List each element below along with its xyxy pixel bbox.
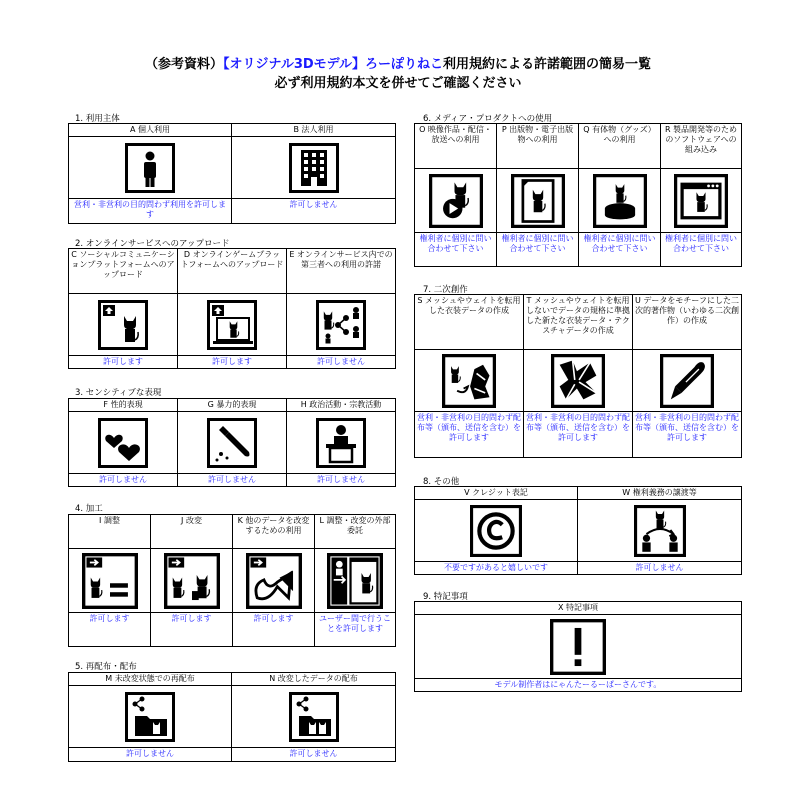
item-a-picture — [69, 137, 232, 199]
item-g-value: 許可しません — [178, 474, 287, 487]
item-h-value: 許可しません — [287, 474, 396, 487]
other-data-icon — [246, 553, 302, 609]
item-p-value: 権利者に個別に問い合わせて下さい — [497, 233, 579, 267]
item-c-head: C ソーシャルコミュニケーションプラットフォームへのアップロード — [69, 249, 178, 294]
item-l-picture — [315, 549, 396, 613]
person-icon — [125, 143, 175, 193]
item-t-head: T メッシュやウェイトを転用しないでデータの規格に準拠した新たな衣装データ・テクスチャデータの作成 — [524, 295, 633, 350]
item-i-value: 許可します — [69, 613, 151, 647]
item-k-value: 許可します — [233, 613, 315, 647]
item-a-head: A 個人利用 — [69, 124, 232, 137]
section-3-label: 3. センシティブな表現 — [75, 388, 162, 398]
item-c-picture — [69, 294, 178, 356]
upload-game-icon — [207, 300, 257, 350]
share-users-icon — [316, 300, 366, 350]
item-a-value: 営利・非営利の目的問わず利用を許可します — [69, 199, 232, 224]
section-9-label: 9. 特記事項 — [423, 592, 468, 602]
section-5-label: 5. 再配布・配布 — [75, 662, 137, 672]
item-x-picture — [415, 615, 742, 679]
item-q-value: 権利者に個別に問い合わせて下さい — [579, 233, 661, 267]
section-4-table — [68, 514, 396, 647]
item-v-head: V クレジット表記 — [415, 487, 578, 500]
item-c-value: 許可します — [69, 356, 178, 369]
item-n-head: N 改変したデータの配布 — [232, 673, 396, 686]
title-suffix: 利用規約による許諾範囲の簡易一覧 — [443, 57, 652, 72]
item-i-head: I 調整 — [69, 515, 151, 549]
item-e-head: E オンラインサービス内での第三者への利用の許諾 — [287, 249, 396, 294]
item-l-value: ユーザー間で行うことを許可します — [315, 613, 396, 647]
item-g-head: G 暴力的表現 — [178, 399, 287, 412]
section-1-label: 1. 利用主体 — [75, 114, 120, 124]
item-n-picture — [232, 686, 396, 748]
transfer-rights-icon — [634, 505, 686, 557]
section-1-table — [68, 123, 396, 224]
section-5-table — [68, 672, 396, 762]
item-j-picture — [151, 549, 233, 613]
item-r-picture — [661, 169, 742, 233]
item-r-head: R 製品開発等のためのソフトウェアへの組み込み — [661, 124, 742, 169]
item-i-picture — [69, 549, 151, 613]
section-4-label: 4. 加工 — [75, 504, 103, 514]
item-k-head: K 他のデータを改変するための利用 — [233, 515, 315, 549]
publication-icon — [511, 174, 565, 228]
item-e-picture — [287, 294, 396, 356]
texture-icon — [551, 354, 605, 408]
section-6-label: 6. メディア・プロダクトへの使用 — [423, 114, 553, 124]
item-o-picture — [415, 169, 497, 233]
section-2-table — [68, 248, 396, 369]
podium-icon — [316, 418, 366, 468]
section-2-label: 2. オンラインサービスへのアップロード — [75, 239, 230, 249]
item-p-picture — [497, 169, 579, 233]
item-f-head: F 性的表現 — [69, 399, 178, 412]
item-e-value: 許可しません — [287, 356, 396, 369]
item-p-head: P 出版物・電子出版物への利用 — [497, 124, 579, 169]
outsource-icon — [327, 553, 383, 609]
section-8-label: 8. その他 — [423, 477, 460, 487]
item-w-picture — [578, 500, 742, 562]
item-n-value: 許可しません — [232, 748, 396, 762]
section-7-table — [414, 294, 742, 458]
section-6-table — [414, 123, 742, 267]
knife-icon — [207, 418, 257, 468]
item-x-head: X 特記事項 — [415, 602, 742, 615]
item-w-value: 許可しません — [578, 562, 742, 575]
item-f-picture — [69, 412, 178, 474]
section-3-table — [68, 398, 396, 487]
item-o-head: O 映像作品・配信・放送への利用 — [415, 124, 497, 169]
document-title — [0, 53, 796, 72]
item-v-picture — [415, 500, 578, 562]
building-icon — [289, 143, 339, 193]
item-b-head: B 法人利用 — [232, 124, 396, 137]
software-icon — [674, 174, 728, 228]
item-b-picture — [232, 137, 396, 199]
exclamation-icon — [550, 619, 606, 675]
document-subtitle: 必ず利用規約本文を併せてご確認ください — [274, 76, 522, 91]
item-s-value: 営利・非営利の目的問わず配布等（頒布、送信を含む）を許可します — [415, 412, 524, 458]
section-7-label: 7. 二次創作 — [423, 285, 468, 295]
item-g-picture — [178, 412, 287, 474]
item-v-value: 不要ですがあると嬉しいです — [415, 562, 578, 575]
item-s-picture — [415, 350, 524, 412]
item-j-value: 許可します — [151, 613, 233, 647]
item-r-value: 権利者に個別に問い合わせて下さい — [661, 233, 742, 267]
item-q-head: Q 有体物（グッズ）への利用 — [579, 124, 661, 169]
item-k-picture — [233, 549, 315, 613]
goods-icon — [593, 174, 647, 228]
hearts-icon — [98, 418, 148, 468]
upload-cat-icon — [98, 300, 148, 350]
section-8-table — [414, 486, 742, 575]
item-l-head: L 調整・改変の外部委託 — [315, 515, 396, 549]
item-d-head: D オンラインゲームプラットフォームへのアップロード — [178, 249, 287, 294]
redistribute-icon — [125, 692, 175, 742]
video-icon — [429, 174, 483, 228]
title-prefix: （参考資料） — [144, 57, 223, 72]
item-s-head: S メッシュやウェイトを転用した衣装データの作成 — [415, 295, 524, 350]
item-d-picture — [178, 294, 287, 356]
item-u-picture — [633, 350, 742, 412]
adjust-icon — [82, 553, 138, 609]
modify-icon — [164, 553, 220, 609]
pen-icon — [660, 354, 714, 408]
mesh-transfer-icon — [442, 354, 496, 408]
item-d-value: 許可します — [178, 356, 287, 369]
item-x-value: モデル制作者はにゃんたーるーぱーさんです。 — [415, 679, 742, 692]
item-w-head: W 権利義務の譲渡等 — [578, 487, 742, 500]
item-h-head: H 政治活動・宗教活動 — [287, 399, 396, 412]
item-t-value: 営利・非営利の目的問わず配布等（頒布、送信を含む）を許可します — [524, 412, 633, 458]
item-m-picture — [69, 686, 232, 748]
item-m-value: 許可しません — [69, 748, 232, 762]
item-h-picture — [287, 412, 396, 474]
copyright-icon — [470, 505, 522, 557]
item-m-head: M 未改変状態での再配布 — [69, 673, 232, 686]
item-q-picture — [579, 169, 661, 233]
item-b-value: 許可しません — [232, 199, 396, 224]
item-u-head: U データをモチーフにした二次的著作物（いわゆる二次創作）の作成 — [633, 295, 742, 350]
distribute-modified-icon — [289, 692, 339, 742]
item-t-picture — [524, 350, 633, 412]
section-9-table — [414, 601, 742, 692]
item-o-value: 権利者に個別に問い合わせて下さい — [415, 233, 497, 267]
item-u-value: 営利・非営利の目的問わず配布等（頒布、送信を含む）を許可します — [633, 412, 742, 458]
item-j-head: J 改変 — [151, 515, 233, 549]
item-f-value: 許可しません — [69, 474, 178, 487]
title-highlight: 【オリジナル3Dモデル】ろーぽりねこ — [222, 57, 444, 72]
